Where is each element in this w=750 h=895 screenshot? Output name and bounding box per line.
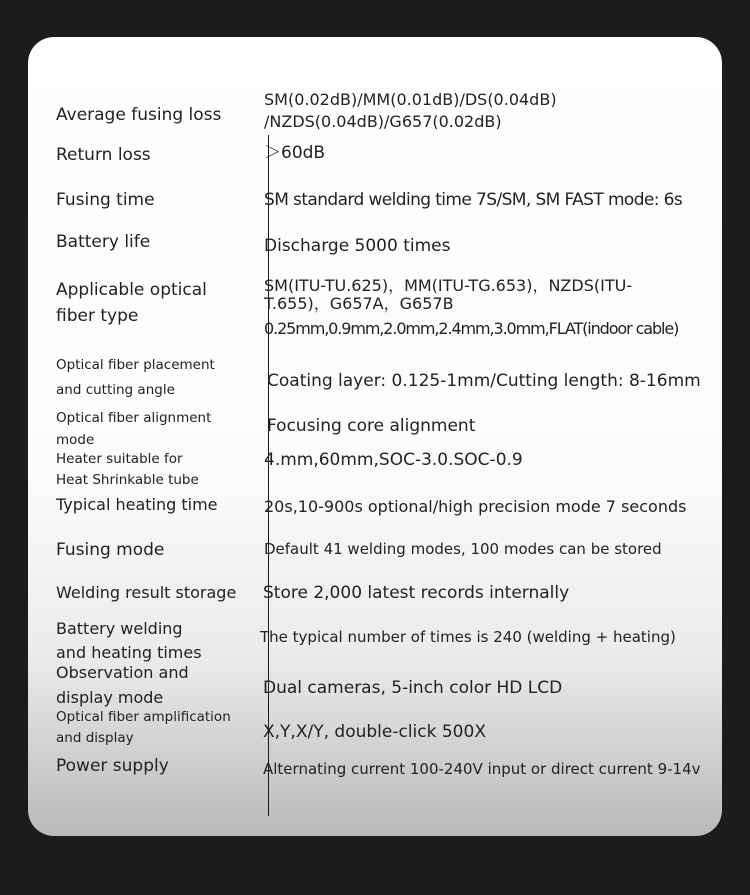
spec-value-applicable-fiber-type-line3: 0.25mm,0.9mm,2.0mm,2.4mm,3.0mm,FLAT(indoor cable) xyxy=(264,319,679,338)
spec-value-alignment-mode: Focusing core alignment xyxy=(267,416,476,436)
spec-value-amplification: X,Y,X/Y, double-click 500X xyxy=(263,722,486,742)
spec-label-observation-line1: Observation and xyxy=(56,663,189,682)
spec-value-applicable-fiber-type-line1: SM(ITU-TU.625)，MM(ITU-TG.653)，NZDS(ITU- xyxy=(264,276,633,295)
spec-label-placement-cutting-line1: Optical fiber placement xyxy=(56,357,215,373)
spec-label-heater-line2: Heat Shrinkable tube xyxy=(56,472,199,488)
spec-label-heater-line1: Heater suitable for xyxy=(56,451,183,467)
spec-value-placement-cutting: Coating layer: 0.125-1mm/Cutting length: 8-16mm xyxy=(267,371,701,391)
spec-value-power-supply: Alternating current 100-240V input or direct current 9-14v xyxy=(263,760,701,778)
spec-value-average-fusing-loss-line2: /NZDS(0.04dB)/G657(0.02dB) xyxy=(264,112,502,131)
spec-label-amplification-line1: Optical fiber amplification xyxy=(56,709,231,725)
spec-value-typical-heating-time: 20s,10-900s optional/high precision mode 7 seconds xyxy=(264,497,687,516)
spec-label-welding-storage: Welding result storage xyxy=(56,583,237,602)
spec-label-alignment-mode-line2: mode xyxy=(56,432,95,448)
spec-value-fusing-mode: Default 41 welding modes, 100 modes can be stored xyxy=(264,540,662,558)
spec-value-heater: 4.mm,60mm,SOC-3.0.SOC-0.9 xyxy=(264,450,523,470)
spec-value-fusing-time: SM standard welding time 7S/SM, SM FAST mode: 6s xyxy=(264,190,683,210)
spec-label-typical-heating-time: Typical heating time xyxy=(56,495,218,514)
spec-value-applicable-fiber-type-line2: T.655)，G657A，G657B xyxy=(264,294,454,313)
spec-value-return-loss: ＞60dB xyxy=(264,143,326,163)
spec-label-alignment-mode-line1: Optical fiber alignment xyxy=(56,410,212,426)
spec-value-average-fusing-loss-line1: SM(0.02dB)/MM(0.01dB)/DS(0.04dB) xyxy=(264,90,557,109)
spec-label-amplification-line2: and display xyxy=(56,730,134,746)
spec-value-welding-storage: Store 2,000 latest records internally xyxy=(263,583,570,603)
spec-label-observation-line2: display mode xyxy=(56,688,164,707)
spec-label-fusing-time: Fusing time xyxy=(56,190,155,210)
spec-label-placement-cutting-line2: and cutting angle xyxy=(56,382,175,398)
spec-label-average-fusing-loss: Average fusing loss xyxy=(56,105,222,125)
spec-label-battery-welding-line2: and heating times xyxy=(56,643,202,662)
spec-value-battery-welding: The typical number of times is 240 (welding + heating) xyxy=(260,628,676,646)
spec-label-applicable-fiber-type-line2: fiber type xyxy=(56,306,139,326)
spec-label-power-supply: Power supply xyxy=(56,756,169,776)
spec-value-observation: Dual cameras, 5-inch color HD LCD xyxy=(263,678,563,698)
spec-value-battery-life: Discharge 5000 times xyxy=(264,236,451,256)
spec-label-fusing-mode: Fusing mode xyxy=(56,540,165,560)
spec-label-battery-life: Battery life xyxy=(56,232,151,252)
spec-label-return-loss: Return loss xyxy=(56,145,151,165)
spec-label-battery-welding-line1: Battery welding xyxy=(56,619,183,638)
spec-label-applicable-fiber-type-line1: Applicable optical xyxy=(56,280,207,300)
